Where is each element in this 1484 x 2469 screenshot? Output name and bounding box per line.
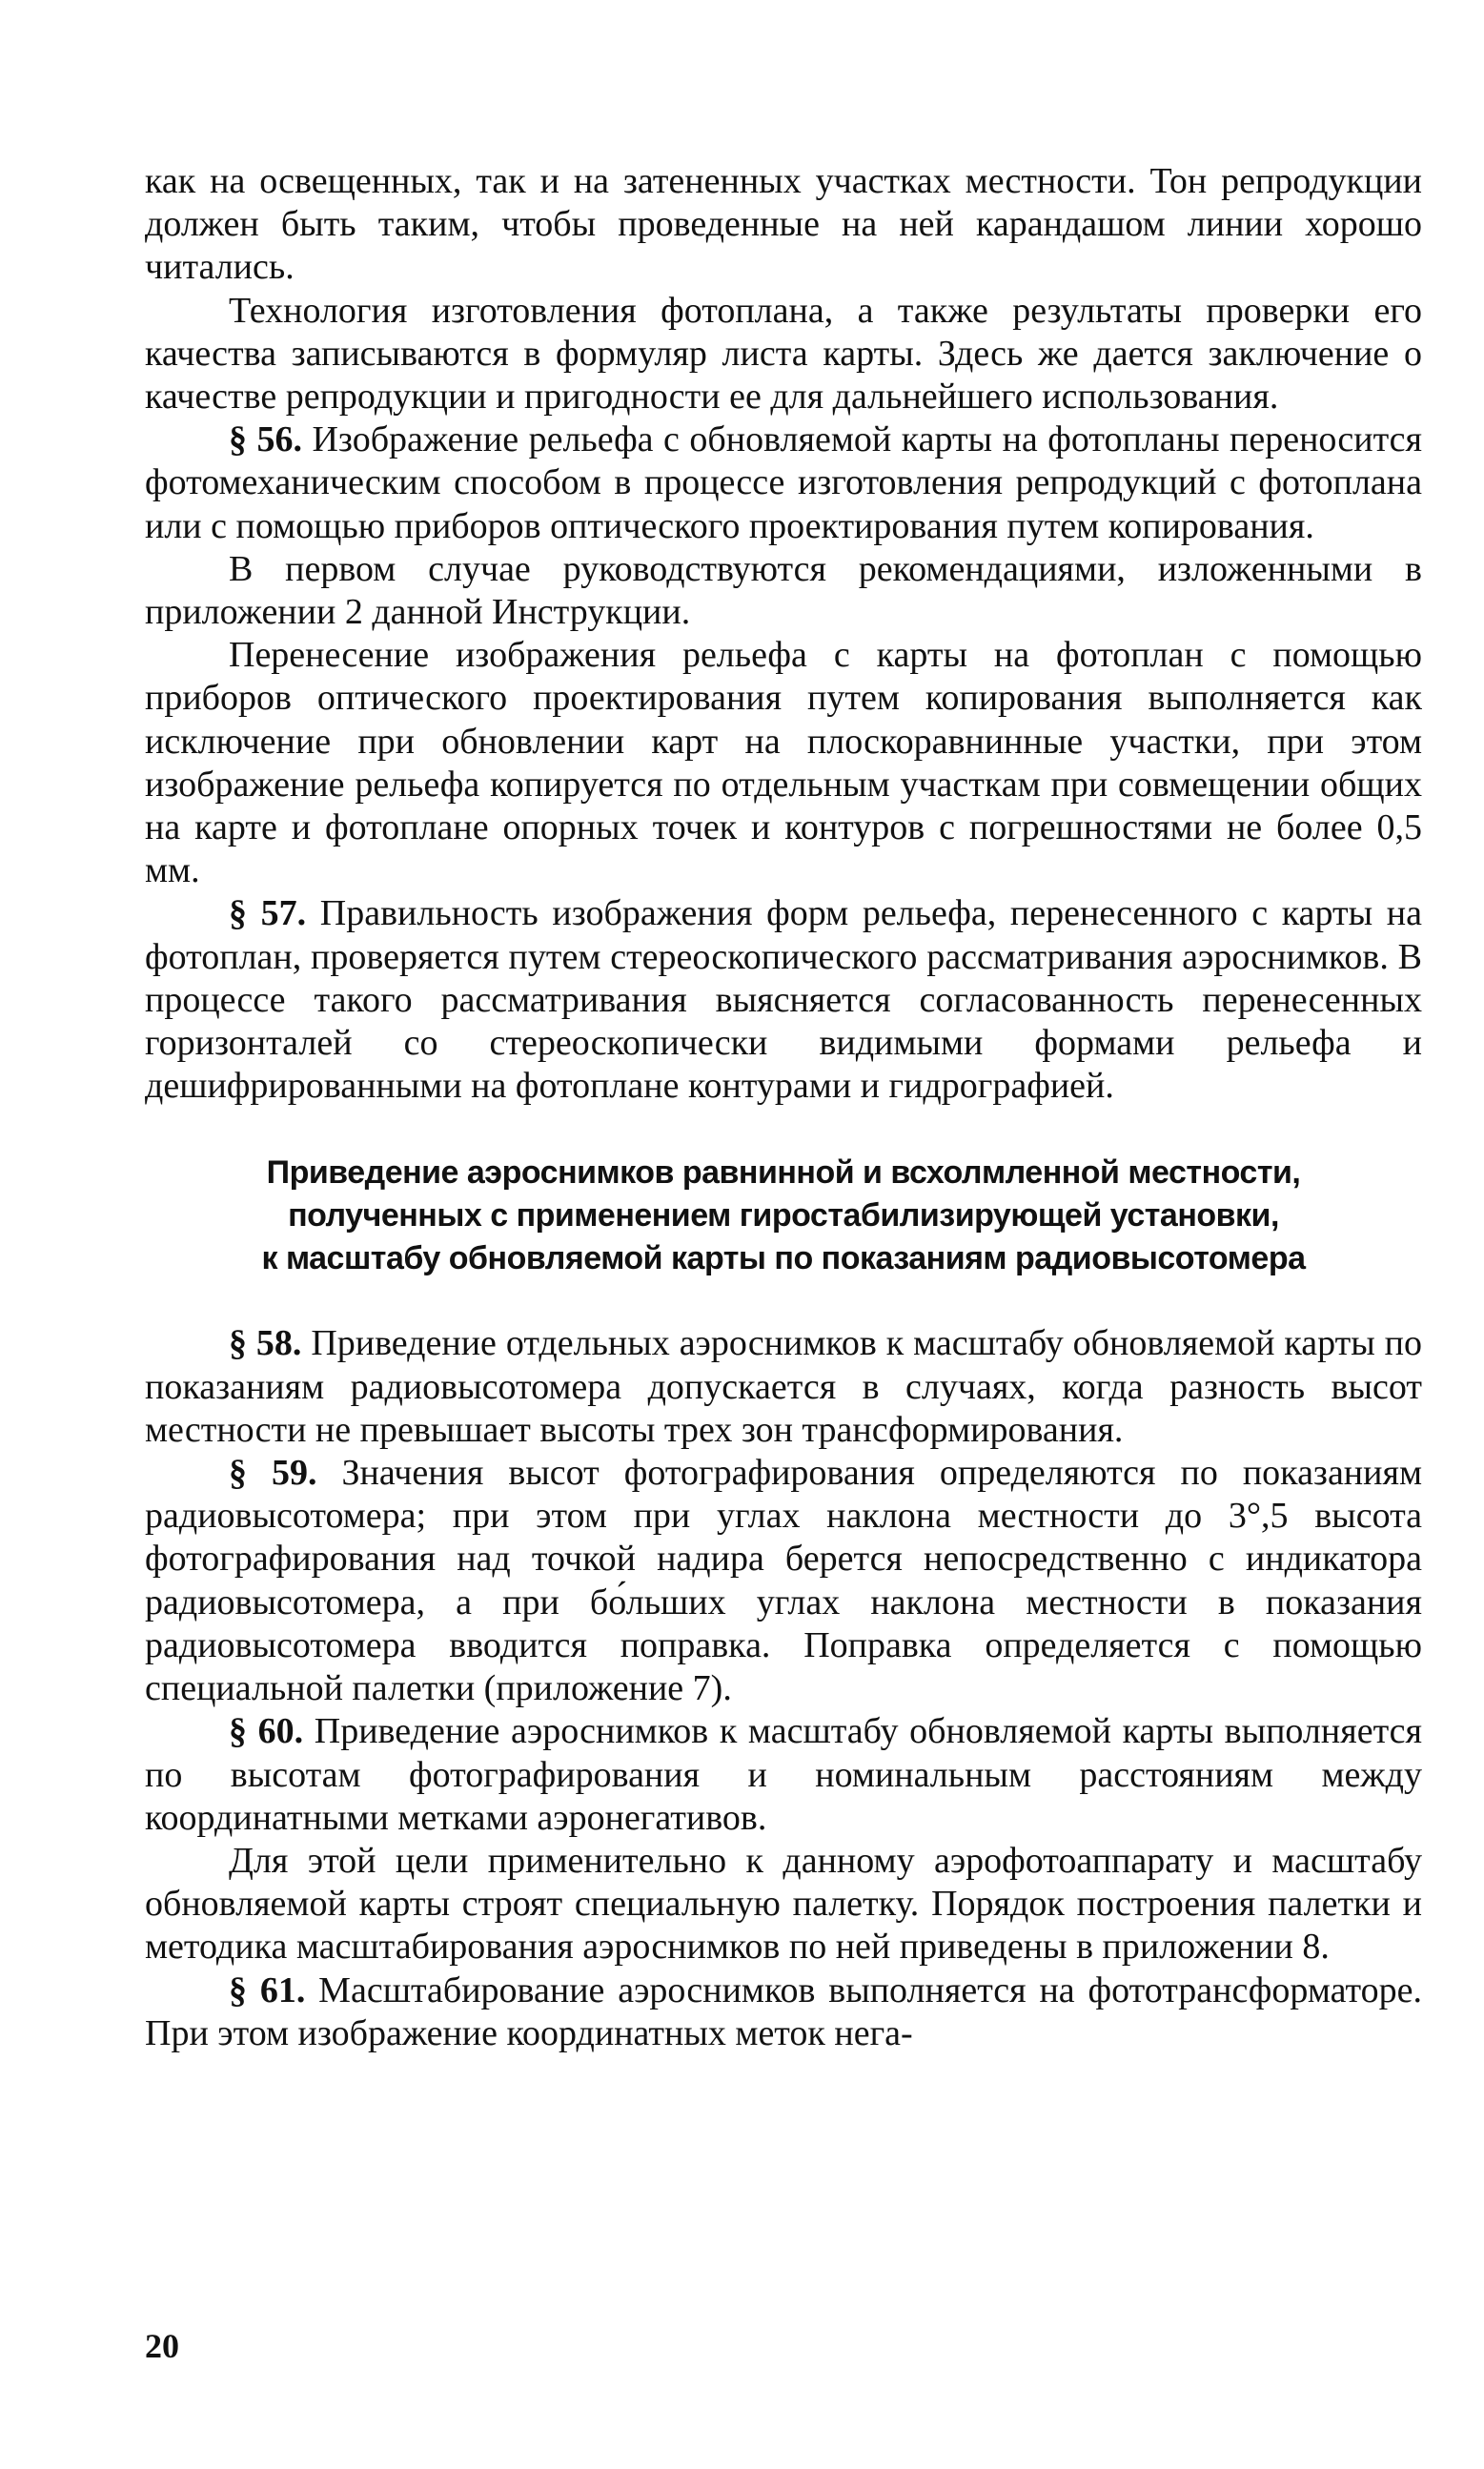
paragraph-continuation — [145, 160, 1422, 290]
section-heading — [145, 1152, 1422, 1280]
section-mark: § 56. — [229, 419, 302, 460]
heading-line: полученных с применением гиростабилизирующей установки, — [288, 1197, 1279, 1234]
page-number: 20 — [145, 2327, 179, 2365]
paragraph-text: Масштабирование аэроснимков выполняется на фототрансформаторе. При этом изображение координатных меток нега- — [145, 1969, 1422, 2053]
paragraph-palette — [145, 1840, 1422, 1969]
section-mark: § 61. — [229, 1969, 306, 2010]
paragraph-61 — [145, 1969, 1422, 2055]
paragraph-technology — [145, 290, 1422, 419]
paragraph-first-case — [145, 548, 1422, 634]
section-mark: § 57. — [229, 893, 307, 934]
paragraph-text: Значения высот фотографирования определяются по показаниям радиовысотомера; при этом при углах наклона местности до 3°,5 высота фотографирования над точкой надира берется непосредственно с индикатора радиовысотомера, а при бо́льших углах наклона местности в показания радиовысотомера вводится поправка. Поправка определяется с помощью специальной палетки (приложение 7). — [145, 1453, 1423, 1709]
section-mark: § 58. — [229, 1323, 302, 1364]
paragraph-text: В первом случае руководствуются рекомендациями, изложенными в приложении 2 данной Инструкции. — [145, 548, 1422, 633]
paragraph-56 — [145, 418, 1422, 548]
section-mark: § 59. — [229, 1453, 317, 1494]
paragraph-text: Перенесение изображения рельефа с карты на фотоплан с помощью приборов оптического проектирования путем копирования выполняется как исключение при обновлении карт на плоскоравнинные участки, при этом изображение рельефа копируется по отдельным участкам при совмещении общих на карте и фотоплане опорных точек и контуров с погрешностями не более 0,5 мм. — [145, 635, 1422, 891]
section-mark: § 60. — [229, 1711, 304, 1752]
paragraph-text: Приведение отдельных аэроснимков к масштабу обновляемой карты по показаниям радиовысотомера допускается в случаях, когда разность высот местности не превышает высоты трех зон трансформирования. — [145, 1323, 1422, 1450]
paragraph-text: как на освещенных, так и на затененных участках местности. Тон репродукции должен быть таким, чтобы проведенные на ней карандашом линии хорошо читались. — [145, 161, 1422, 288]
paragraph-57 — [145, 892, 1422, 1108]
paragraph-text: Технология изготовления фотоплана, а также результаты проверки его качества записываются в формуляр листа карты. Здесь же дается заключение о качестве репродукции и пригодности ее для дальнейшего использования. — [145, 290, 1422, 418]
heading-line: Приведение аэроснимков равнинной и всхолмленной местности, — [266, 1154, 1301, 1192]
paragraph-text: Приведение аэроснимков к масштабу обновляемой карты выполняется по высотам фотографирования и номинальным расстояниям между координатными метками аэронегативов. — [145, 1711, 1422, 1838]
paragraph-text: Изображение рельефа с обновляемой карты на фотопланы переносится фотомеханическим способом в процессе изготовления репродукций с фотоплана или с помощью приборов оптического проектирования путем копирования. — [145, 419, 1422, 546]
paragraph-60 — [145, 1710, 1422, 1840]
heading-line: к масштабу обновляемой карты по показаниям радиовысотомера — [261, 1240, 1306, 1277]
paragraph-text: Для этой цели применительно к данному аэрофотоаппарату и масштабу обновляемой карты строят специальную палетку. Порядок построения палетки и методика масштабирования аэроснимков по ней приведены в приложении 8. — [145, 1840, 1422, 1968]
paragraph-text: Правильность изображения форм рельефа, перенесенного с карты на фотоплан, проверяется путем стереоскопического рассматривания аэроснимков. В процессе такого рассматривания выясняется согласованность перенесенных горизонталей со стереоскопически видимыми формами рельефа и дешифрированными на фотоплане контурами и гидрографией. — [145, 893, 1422, 1107]
document-page — [145, 160, 1422, 2055]
paragraph-59 — [145, 1452, 1422, 1710]
paragraph-58 — [145, 1322, 1422, 1452]
paragraph-relief-transfer — [145, 634, 1422, 892]
